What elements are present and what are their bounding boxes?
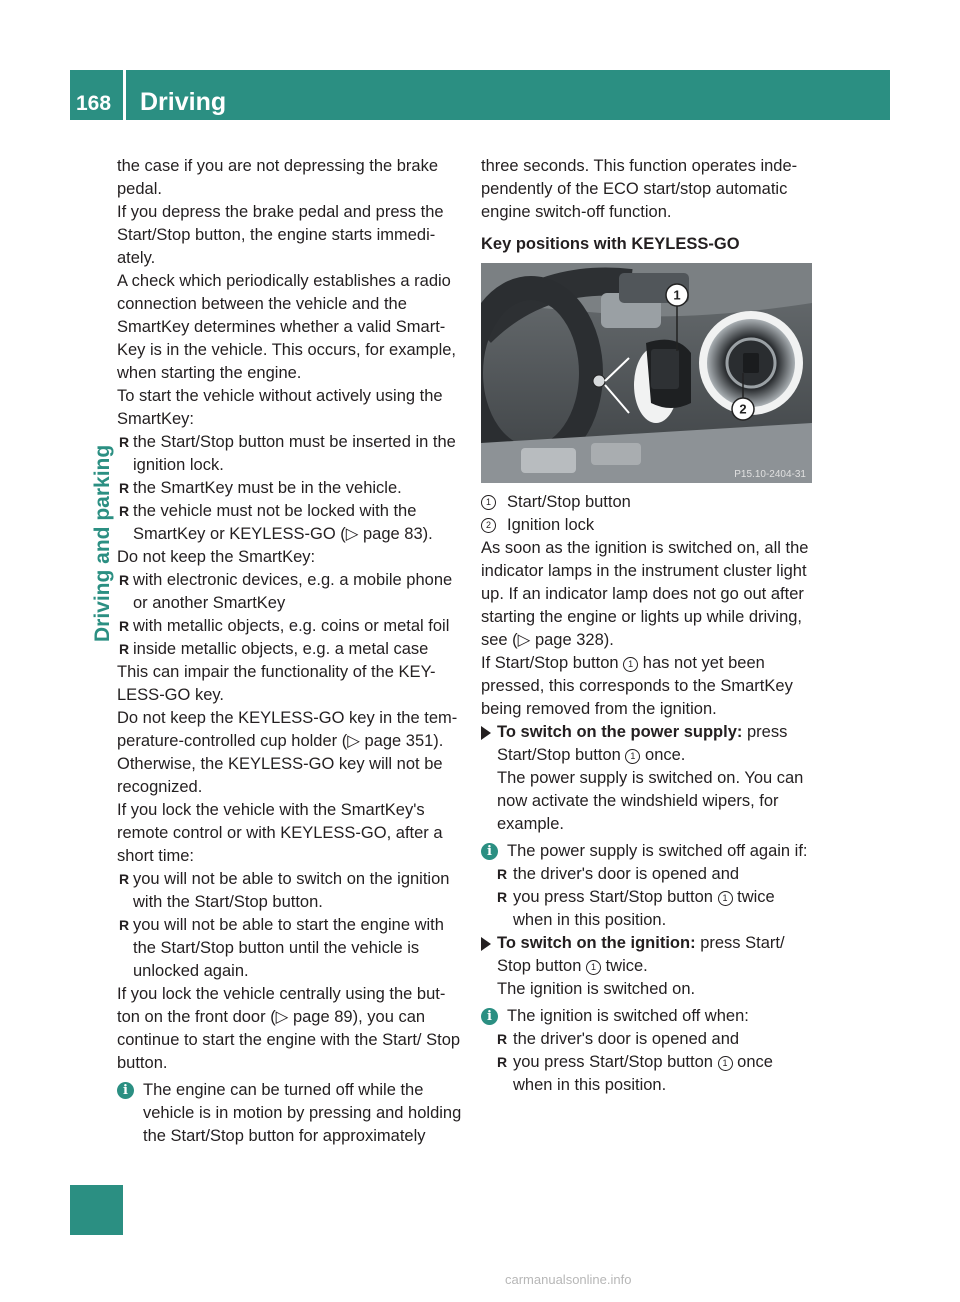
bullet-mark: R	[497, 866, 508, 882]
text-run: press Start/ Stop button	[497, 934, 785, 975]
text-run: If Start/Stop button	[481, 654, 619, 672]
section-heading: Key positions with KEYLESS-GO	[481, 235, 740, 253]
info-text: The engine can be turned off while the vehicle is in motion by pressing and holding the Start/Stop button for approximately	[143, 1081, 462, 1145]
side-tab-marker	[70, 1185, 123, 1235]
bullet-text: the Start/Stop button must be inserted in the ignition lock.	[133, 433, 456, 474]
photo-code: P15.10-2404-31	[734, 469, 806, 480]
info-icon: i	[481, 843, 498, 860]
right-column-lower	[481, 491, 813, 1097]
bullet-item	[481, 1028, 813, 1051]
bullet-text: the SmartKey must be in the vehicle.	[133, 479, 402, 497]
paragraph: A check which periodically establishes a radio connection between the vehicle and the SmartKey determines whether a valid Smart-Key is in the vehicle. This occurs, for example, when starting the engine.	[117, 272, 457, 382]
step-arrow-icon	[481, 937, 491, 951]
callout-2-icon: 2	[481, 518, 496, 533]
step-result: The ignition is switched on.	[497, 980, 696, 998]
legend-text: Start/Stop button	[507, 493, 631, 511]
bullet-text: once when in this position.	[513, 1053, 773, 1094]
bullet-text: the driver's door is opened and	[513, 865, 740, 883]
bullet-mark: R	[119, 572, 130, 588]
callout-1-label: 1	[673, 287, 681, 303]
legend-text: Ignition lock	[507, 516, 595, 534]
info-text: The power supply is switched off again if:	[507, 842, 808, 860]
bullet-mark: R	[119, 618, 130, 634]
paragraph: If you lock the vehicle with the SmartKey's remote control or with KEYLESS-GO, after a short time:	[117, 801, 443, 865]
info-note	[481, 840, 813, 863]
bullet-mark: R	[119, 503, 130, 519]
page-title: Driving	[140, 88, 227, 116]
bullet-mark: R	[119, 917, 130, 933]
info-icon: i	[117, 1082, 134, 1099]
step-title: To switch on the ignition:	[497, 934, 696, 952]
paragraph: If you depress the brake pedal and press the Start/Stop button, the engine starts immedi-ately.	[117, 203, 444, 267]
text-run: twice.	[605, 957, 648, 975]
bullet-item	[117, 477, 462, 500]
legend-item	[481, 514, 813, 537]
text-run: has not yet been pressed, this corresponds to the SmartKey being removed from the ignition.	[481, 654, 793, 718]
callout-2-label: 2	[739, 401, 747, 417]
dashboard-illustration	[481, 263, 812, 483]
text-run: press Start/Stop button	[497, 723, 788, 764]
legend-item	[481, 491, 813, 514]
bullet-text: you press Start/Stop button	[513, 888, 713, 906]
paragraph: Do not keep the KEYLESS-GO key in the tem-perature-controlled cup holder (▷ page 351). Otherwise, the KEYLESS-GO key will not be recognized.	[117, 709, 458, 796]
info-note	[117, 1079, 462, 1148]
instruction-step	[481, 932, 813, 1001]
paragraph: three seconds. This function operates inde-pendently of the ECO start/stop automatic engine switch-off function.	[481, 157, 798, 221]
page-number-box	[70, 70, 126, 120]
bullet-item	[481, 1051, 813, 1097]
bullet-item	[117, 914, 462, 983]
step-title: To switch on the power supply:	[497, 723, 743, 741]
text-run: once.	[645, 746, 686, 764]
bullet-text: you press Start/Stop button	[513, 1053, 713, 1071]
bullet-text: with electronic devices, e.g. a mobile phone or another SmartKey	[133, 571, 453, 612]
bullet-mark: R	[497, 1054, 508, 1070]
right-column	[481, 155, 813, 273]
bullet-mark: R	[119, 641, 130, 657]
bullet-mark: R	[119, 871, 130, 887]
left-column	[117, 155, 462, 1148]
bullet-mark: R	[119, 480, 130, 496]
side-tab-label: Driving and parking	[91, 444, 114, 642]
bullet-mark: R	[497, 1031, 508, 1047]
callout-1-icon: 1	[586, 960, 601, 975]
bullet-text: you will not be able to switch on the ignition with the Start/Stop button.	[133, 870, 450, 911]
paragraph: This can impair the functionality of the KEY-LESS-GO key.	[117, 663, 436, 704]
callout-1-icon: 1	[718, 891, 733, 906]
page-header	[70, 70, 890, 120]
paragraph: As soon as the ignition is switched on, all the indicator lamps in the instrument cluster light up. If an indicator lamp does not go out after starting the engine or lights up while driving, see (▷ page 328).	[481, 539, 809, 649]
info-text: The ignition is switched off when:	[507, 1007, 749, 1025]
bullet-mark: R	[119, 434, 130, 450]
bullet-text: you will not be able to start the engine with the Start/Stop button until the vehicle is unlocked again.	[133, 916, 444, 980]
watermark: carmanualsonline.info	[505, 1272, 632, 1287]
info-note	[481, 1005, 813, 1028]
side-tab-label-wrap	[83, 400, 113, 650]
bullet-text: the driver's door is opened and	[513, 1030, 740, 1048]
paragraph	[481, 652, 813, 721]
step-arrow-icon	[481, 726, 491, 740]
bullet-text: twice when in this position.	[513, 888, 775, 929]
bullet-item	[481, 863, 813, 886]
callout-1-icon: 1	[625, 749, 640, 764]
bullet-item	[481, 886, 813, 932]
page-number: 168	[76, 92, 112, 115]
bullet-text: with metallic objects, e.g. coins or metal foil	[133, 617, 450, 635]
paragraph: the case if you are not depressing the brake pedal.	[117, 157, 439, 198]
callout-1-icon: 1	[481, 495, 496, 510]
paragraph: Do not keep the SmartKey:	[117, 548, 316, 566]
bullet-item	[117, 638, 462, 661]
instruction-step	[481, 721, 813, 836]
paragraph: If you lock the vehicle centrally using the but-ton on the front door (▷ page 89), you can continue to start the engine with the Start/ Stop button.	[117, 985, 461, 1072]
bullet-item	[117, 431, 462, 477]
bullet-item	[117, 500, 462, 546]
bullet-item	[117, 615, 462, 638]
step-result: The power supply is switched on. You can now activate the windshield wipers, for example.	[497, 769, 804, 833]
callout-1-icon: 1	[718, 1056, 733, 1071]
callout-1-icon: 1	[623, 657, 638, 672]
dashboard-photo	[481, 263, 812, 483]
bullet-text: the vehicle must not be locked with the SmartKey or KEYLESS-GO (▷ page 83).	[133, 502, 433, 543]
bullet-item	[117, 868, 462, 914]
bullet-item	[117, 569, 462, 615]
paragraph: To start the vehicle without actively using the SmartKey:	[117, 387, 443, 428]
bullet-text: inside metallic objects, e.g. a metal case	[133, 640, 429, 658]
info-icon: i	[481, 1008, 498, 1025]
bullet-mark: R	[497, 889, 508, 905]
